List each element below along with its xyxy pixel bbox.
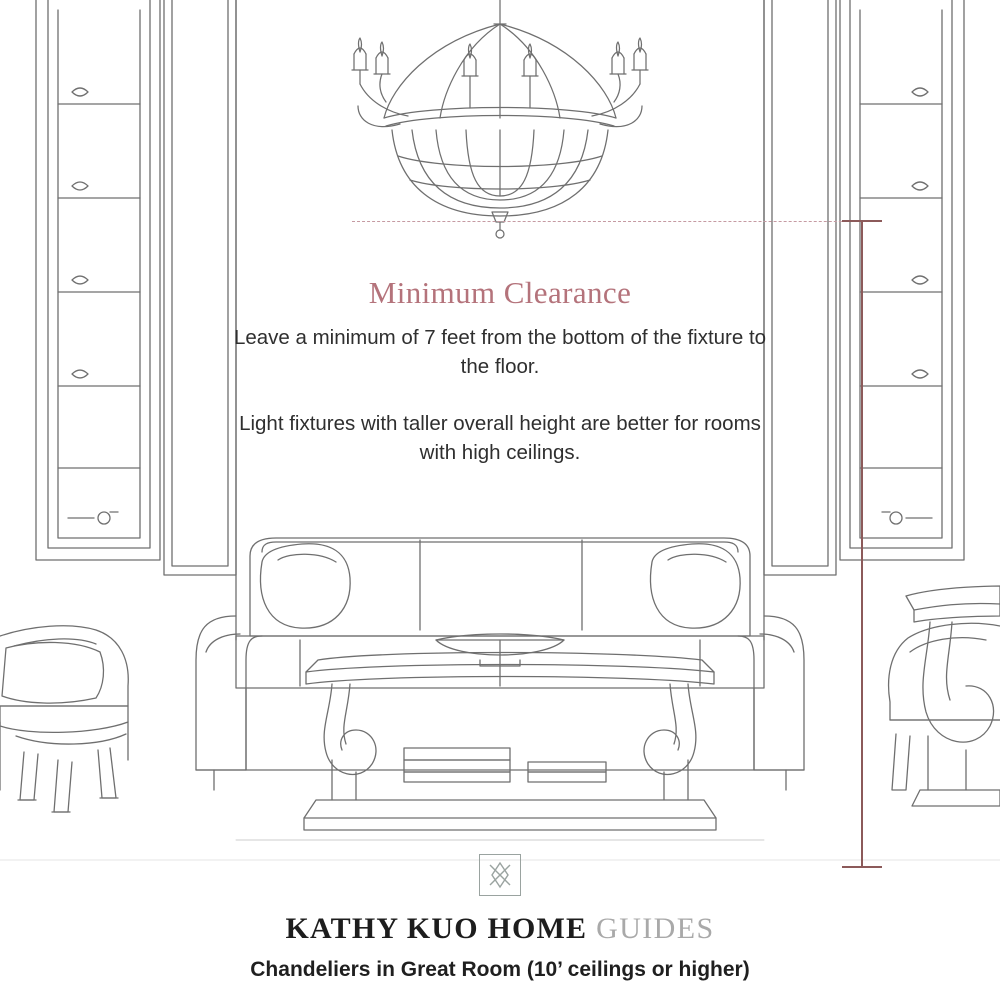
footer-caption: Chandeliers in Great Room (10’ ceilings or higher) bbox=[250, 958, 750, 981]
clearance-callout bbox=[220, 275, 780, 467]
brand-secondary: GUIDES bbox=[587, 912, 715, 945]
right-console-table bbox=[906, 586, 1000, 806]
kkh-diamond-mark-icon bbox=[479, 854, 521, 896]
left-window bbox=[36, 0, 160, 560]
brand-lockup bbox=[0, 912, 1000, 946]
left-armchair bbox=[0, 626, 128, 812]
callout-paragraph-2: Light fixtures with taller overall height are better for rooms with high ceilings. bbox=[239, 412, 761, 464]
callout-title: Minimum Clearance bbox=[368, 275, 632, 310]
right-window bbox=[840, 0, 964, 560]
coffee-table bbox=[304, 634, 716, 830]
footer bbox=[0, 854, 1000, 982]
chandelier bbox=[352, 0, 648, 238]
callout-paragraph-1: Leave a minimum of 7 feet from the bottom of the fixture to the floor. bbox=[233, 326, 767, 378]
brand-primary: KATHY KUO HOME bbox=[285, 912, 588, 945]
kkh-diamond-mark-glyph bbox=[480, 855, 520, 895]
clearance-guide-line bbox=[352, 221, 882, 222]
right-armchair bbox=[889, 623, 1000, 790]
height-measure-line bbox=[861, 221, 863, 867]
